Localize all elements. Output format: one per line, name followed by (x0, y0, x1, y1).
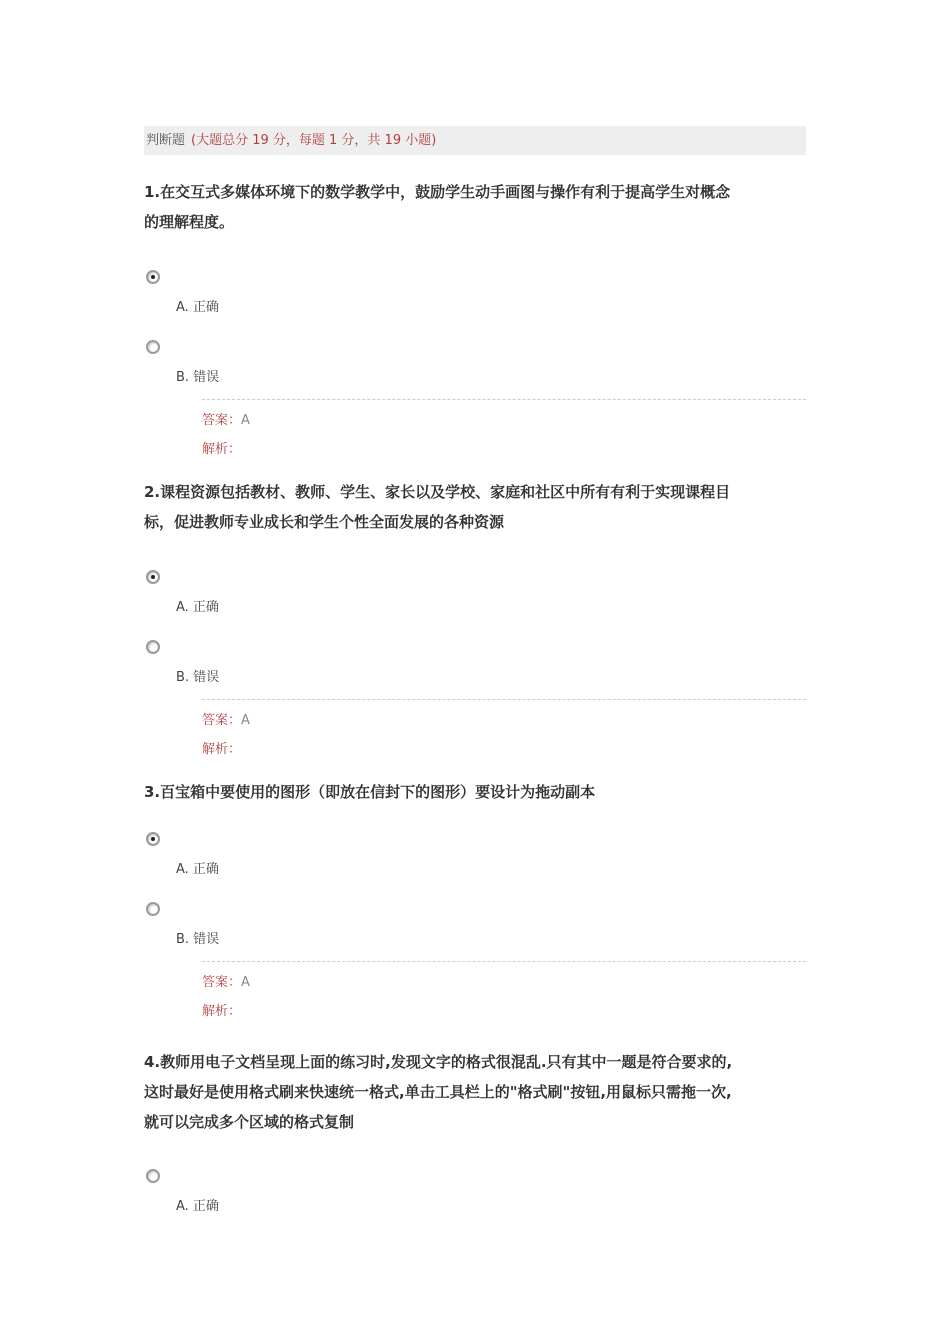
answer-box (202, 699, 806, 764)
analysis-line: 解析： (202, 1004, 242, 1019)
radio-button-b[interactable] (146, 640, 160, 654)
radio-button-a[interactable] (146, 1169, 160, 1183)
question-1 (144, 177, 806, 464)
question-number: 2. (144, 483, 161, 501)
answer-line: 答案：A (202, 975, 250, 990)
radio-button-a[interactable] (146, 570, 160, 584)
radio-button-b[interactable] (146, 902, 160, 916)
section-score-info: (大题总分 19 分，每题 1 分，共 19 小题) (191, 133, 437, 148)
question-number: 3. (144, 783, 161, 801)
option-a[interactable] (144, 832, 806, 902)
question-text: 1.在交互式多媒体环境下的数学教学中，鼓励学生动手画图与操作有利于提高学生对概念 的理解程度。 (144, 183, 731, 231)
question-text: 2.课程资源包括教材、教师、学生、家长以及学校、家庭和社区中所有有利于实现课程目 标，促进教师专业成长和学生个性全面发展的各种资源 (144, 483, 731, 531)
answer-box (202, 961, 806, 1026)
question-number: 4. (144, 1053, 161, 1071)
answer-box (202, 399, 806, 464)
question-text: 4.教师用电子文档呈现上面的练习时,发现文字的格式很混乱.只有其中一题是符合要求的, 这时最好是使用格式刷来快速统一格式,单击工具栏上的"格式刷"按钮,用鼠标只需拖一次, 就可以完成多个区域的格式复制 (144, 1053, 733, 1131)
question-4 (144, 1047, 806, 1239)
answer-line: 答案：A (202, 413, 250, 428)
question-3 (144, 777, 806, 1026)
question-number: 1. (144, 183, 161, 201)
option-a[interactable] (144, 1169, 806, 1239)
radio-button-a[interactable] (146, 832, 160, 846)
radio-button-b[interactable] (146, 340, 160, 354)
answer-line: 答案：A (202, 713, 250, 728)
option-label: B. 错误 (176, 932, 220, 947)
option-label: B. 错误 (176, 370, 220, 385)
option-a[interactable] (144, 570, 806, 640)
answer-value: A (241, 713, 250, 728)
analysis-line: 解析： (202, 742, 242, 757)
option-label: A. 正确 (176, 600, 219, 615)
option-label: B. 错误 (176, 670, 220, 685)
analysis-line: 解析： (202, 442, 242, 457)
radio-button-a[interactable] (146, 270, 160, 284)
option-a[interactable] (144, 270, 806, 340)
option-label: A. 正确 (176, 300, 219, 315)
answer-value: A (241, 975, 250, 990)
section-header (144, 126, 806, 155)
question-text: 3.百宝箱中要使用的图形（即放在信封下的图形）要设计为拖动副本 (144, 783, 596, 801)
option-label: A. 正确 (176, 862, 219, 877)
answer-value: A (241, 413, 250, 428)
question-2 (144, 477, 806, 764)
section-label: 判断题 (146, 133, 186, 148)
option-label: A. 正确 (176, 1199, 219, 1214)
